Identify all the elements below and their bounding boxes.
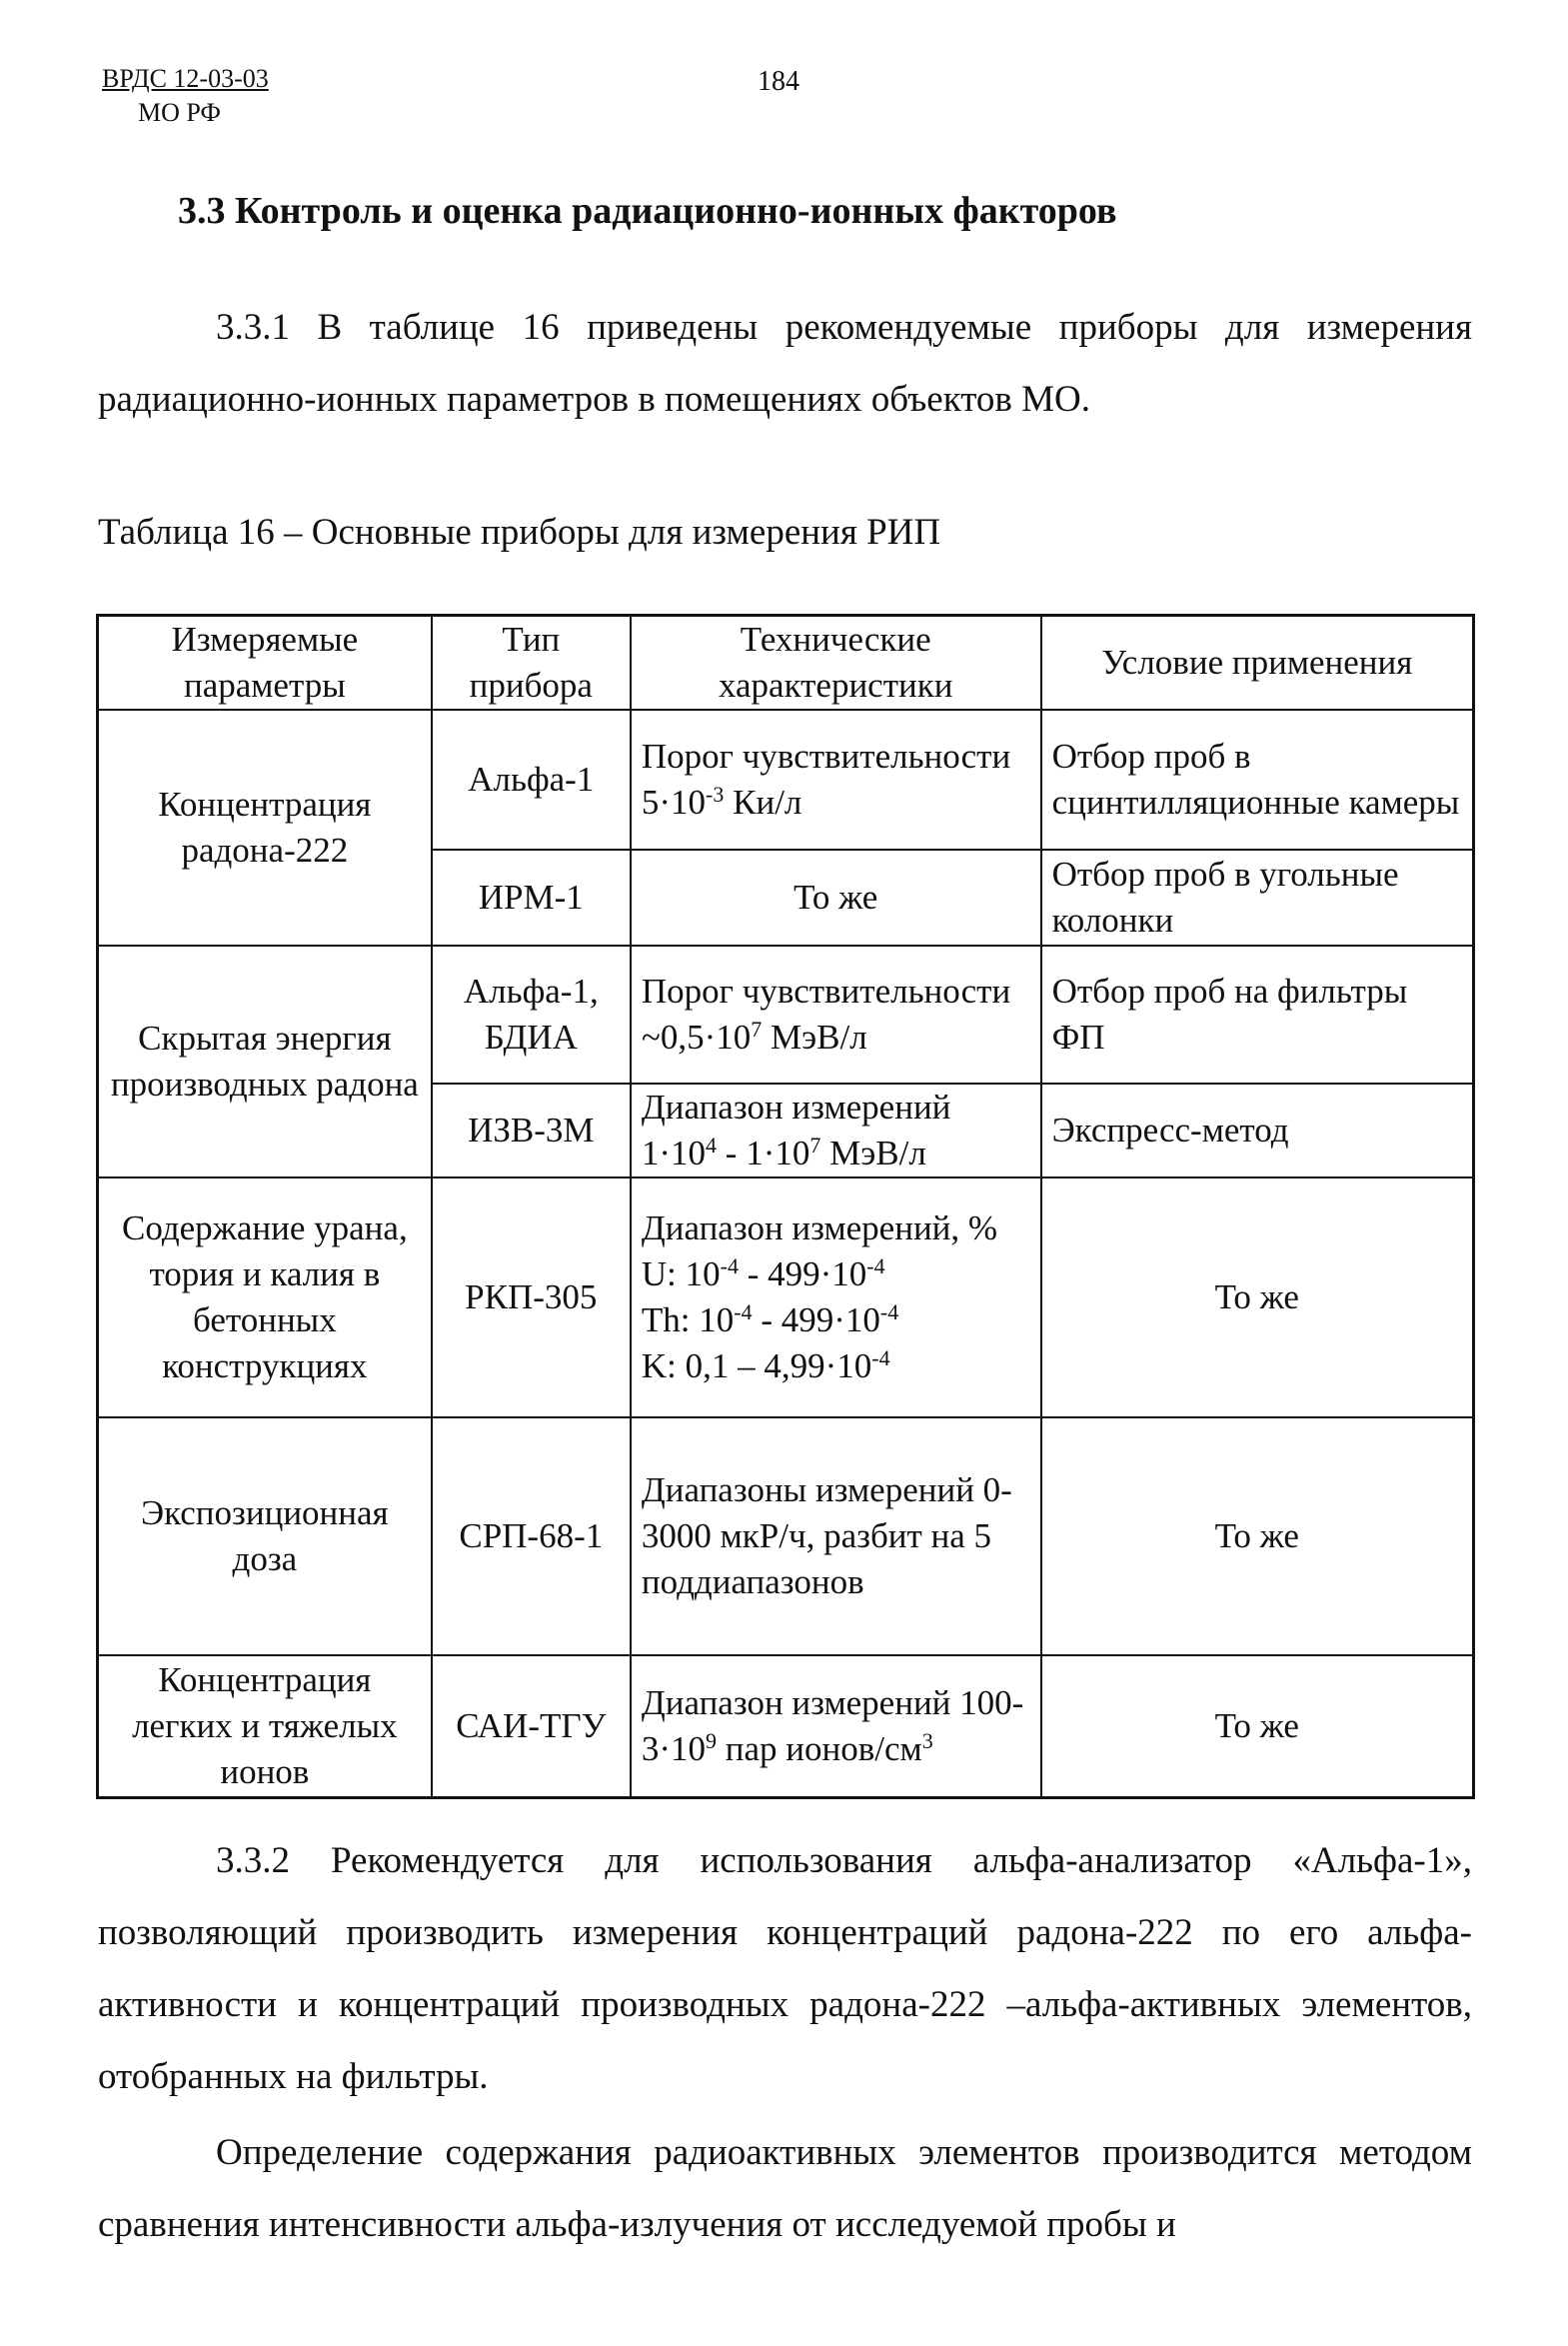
param-cell: Содержание урана, тория и калия в бетонных конструкциях	[98, 1177, 432, 1417]
table-header-row	[98, 616, 1474, 711]
use-cell: То же	[1041, 1177, 1474, 1417]
document-code: ВРДС 12-03-03	[102, 64, 269, 93]
param-cell: Концентрация радона-222	[98, 710, 432, 946]
table-row	[98, 1655, 1474, 1797]
page-number: 184	[758, 66, 799, 97]
param-cell: Концентрация легких и тяжелых ионов	[98, 1655, 432, 1797]
device-cell: ИЗВ-3М	[432, 1084, 631, 1177]
header-cell: Технические характеристики	[631, 616, 1041, 711]
use-cell: Отбор проб на фильтры ФП	[1041, 946, 1474, 1084]
use-cell: Отбор проб в угольные колонки	[1041, 850, 1474, 946]
paragraph-3-3-1: 3.3.1 В таблице 16 приведены рекомендуемые приборы для измерения радиационно-ионных параметров в помещениях объектов МО.	[98, 307, 1472, 420]
document-org: МО РФ	[138, 98, 221, 127]
section-title: 3.3 Контроль и оценка радиационно-ионных факторов	[178, 190, 1117, 232]
table-caption: Таблица 16 – Основные приборы для измерения РИП	[98, 512, 941, 553]
table-row	[98, 710, 1474, 850]
device-cell: Альфа-1, БДИА	[432, 946, 631, 1084]
paragraph-3-3-2: 3.3.2 Рекомендуется для использования альфа-анализатор «Альфа-1», позволяющий производить измерения концентраций радона-222 по его альфа-активности и концентраций производных радона-222 –альфа-активных элементов, отобранных на фильтры.	[98, 1840, 1472, 2097]
param-cell: Экспозиционная доза	[98, 1417, 432, 1655]
paragraph-determination: Определение содержания радиоактивных элементов производится методом сравнения интенсивности альфа-излучения от исследуемой пробы и	[98, 2132, 1472, 2245]
device-cell: ИРМ-1	[432, 850, 631, 946]
use-cell: Отбор проб в сцинтилляционные камеры	[1041, 710, 1474, 850]
devices-table	[96, 614, 1475, 1799]
device-cell: РКП-305	[432, 1177, 631, 1417]
device-cell: СРП-68-1	[432, 1417, 631, 1655]
spec-cell: Диапазоны измерений 0-3000 мкР/ч, разбит на 5 поддиапазонов	[631, 1417, 1041, 1655]
device-cell: Альфа-1	[432, 710, 631, 850]
use-cell: То же	[1041, 1655, 1474, 1797]
header-cell: Измеряемые параметры	[98, 616, 432, 711]
header-cell: Условие применения	[1041, 616, 1474, 711]
header-cell: Тип прибора	[432, 616, 631, 711]
table-row	[98, 946, 1474, 1084]
spec-cell: Диапазон измерений $100-3\cdot 10^9$ пар ионов/$см^3$	[631, 1655, 1041, 1797]
param-cell: Скрытая энергия производных радона	[98, 946, 432, 1177]
device-cell: САИ-ТГУ	[432, 1655, 631, 1797]
spec-cell: То же	[631, 850, 1041, 946]
table-row	[98, 1177, 1474, 1417]
use-cell: Экспресс-метод	[1041, 1084, 1474, 1177]
spec-cell: Порог чувствительности $\sim 0,5\cdot 10^7$ МэВ/л	[631, 946, 1041, 1084]
spec-cell: Диапазон измерений, % U: $10^{-4} - 499\cdot 10^{-4}$ Th: $10^{-4} - 499\cdot 10^{-4}$ K: $0,1 - 4,99\cdot 10^{-4}$	[631, 1177, 1041, 1417]
use-cell: То же	[1041, 1417, 1474, 1655]
table-row	[98, 1417, 1474, 1655]
spec-cell: Диапазон измерений $1\cdot 10^4 - 1\cdot 10^7$ МэВ/л	[631, 1084, 1041, 1177]
spec-cell: Порог чувствительности $5\cdot 10^{-3}$ Ки/л	[631, 710, 1041, 850]
